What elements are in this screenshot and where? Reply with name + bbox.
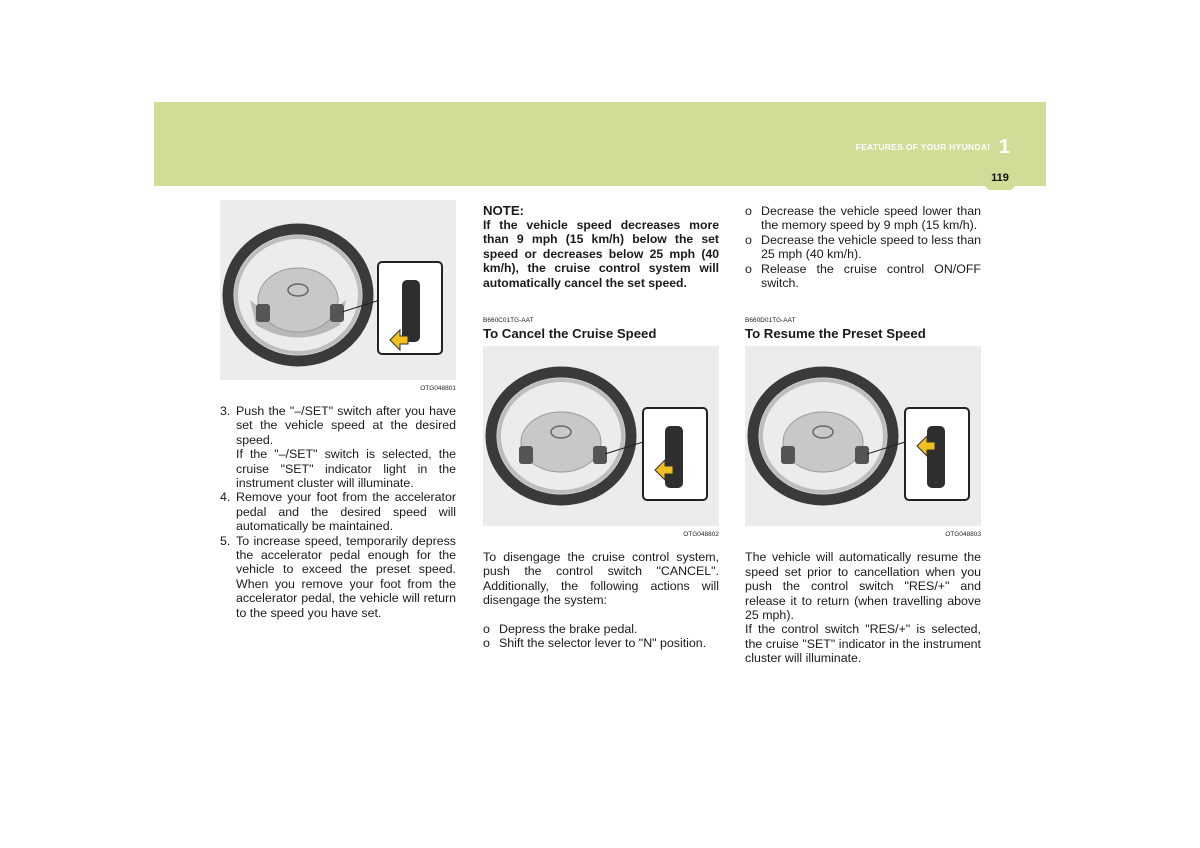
- section-title: To Resume the Preset Speed: [745, 326, 926, 342]
- steering-wheel-figure-resume: [745, 346, 981, 526]
- list-item: o Decrease the vehicle speed lower than the memory speed by 9 mph (15 km/h).: [745, 204, 981, 233]
- step-text: Push the "–/SET" switch after you have set the vehicle speed at the desired speed.: [236, 404, 456, 447]
- figure-code: OTG048803: [945, 531, 981, 539]
- step-item: [220, 490, 456, 533]
- steering-wheel-illustration: [220, 200, 456, 380]
- header-band: [154, 102, 1046, 186]
- steering-wheel-illustration: [483, 346, 719, 514]
- chapter-title: FEATURES OF YOUR HYUNDAI: [855, 142, 990, 152]
- step-item: [220, 404, 456, 490]
- figure-code: OTG048801: [420, 385, 456, 392]
- cancel-paragraph: To disengage the cruise control system, push the control switch "CANCEL". Additionally, the following actions will disengage the system:: [483, 550, 719, 608]
- list-item: o Shift the selector lever to "N" position.: [483, 636, 707, 651]
- cancel-conditions-list: [745, 204, 981, 290]
- steering-wheel-figure-cancel: [483, 346, 719, 526]
- resume-paragraph: The vehicle will automatically resume the speed set prior to cancellation when you push the control switch "RES/+" and release it to return (when travelling above 25 mph).: [745, 550, 981, 623]
- step-text-continued: If the "–/SET" switch is selected, the cruise "SET" indicator light in the instrument cluster will illuminate.: [236, 447, 456, 491]
- note-label: NOTE:: [483, 203, 525, 218]
- step-text: To increase speed, temporarily depress the accelerator pedal enough for the vehicle to exceed the preset speed. When you remove your foot from the accelerator pedal, the vehicle will return to the speed you have set.: [236, 533, 456, 620]
- page-number: 119: [991, 172, 1009, 184]
- step-number: 4.: [220, 490, 231, 505]
- chapter-number: 1: [998, 136, 1010, 158]
- figure-code: OTG048802: [683, 531, 719, 539]
- resume-indicator-paragraph: If the control switch "RES/+" is selected, the cruise "SET" indicator in the instrument cluster will illuminate.: [745, 622, 981, 666]
- step-number: 5.: [220, 533, 231, 548]
- section-code: B660C01TG-AAT: [483, 317, 534, 325]
- section-title: To Cancel the Cruise Speed: [483, 326, 657, 342]
- cancel-actions-list: [483, 622, 719, 651]
- steering-wheel-illustration: [745, 346, 981, 514]
- steering-wheel-figure-set: [220, 200, 456, 380]
- step-number: 3.: [220, 404, 231, 418]
- list-item: o Release the cruise control ON/OFF switch.: [745, 261, 981, 291]
- section-code: B660D01TG-AAT: [745, 317, 796, 325]
- right-column: [745, 200, 981, 666]
- middle-column: [483, 200, 719, 650]
- page-number-tab: [985, 168, 1015, 190]
- step-text: Remove your foot from the accelerator pedal and the desired speed will automatically be maintained.: [236, 490, 456, 534]
- note-text: If the vehicle speed decreases more than 9 mph (15 km/h) below the set speed or decreases below 25 mph (40 km/h), the cruise control system will automatically cancel the set speed.: [483, 218, 719, 290]
- steps-list: [220, 404, 456, 620]
- step-item: [220, 534, 456, 620]
- list-item: o Decrease the vehicle speed to less than 25 mph (40 km/h).: [745, 232, 981, 262]
- left-column: [220, 200, 456, 620]
- list-item: o Depress the brake pedal.: [483, 621, 638, 636]
